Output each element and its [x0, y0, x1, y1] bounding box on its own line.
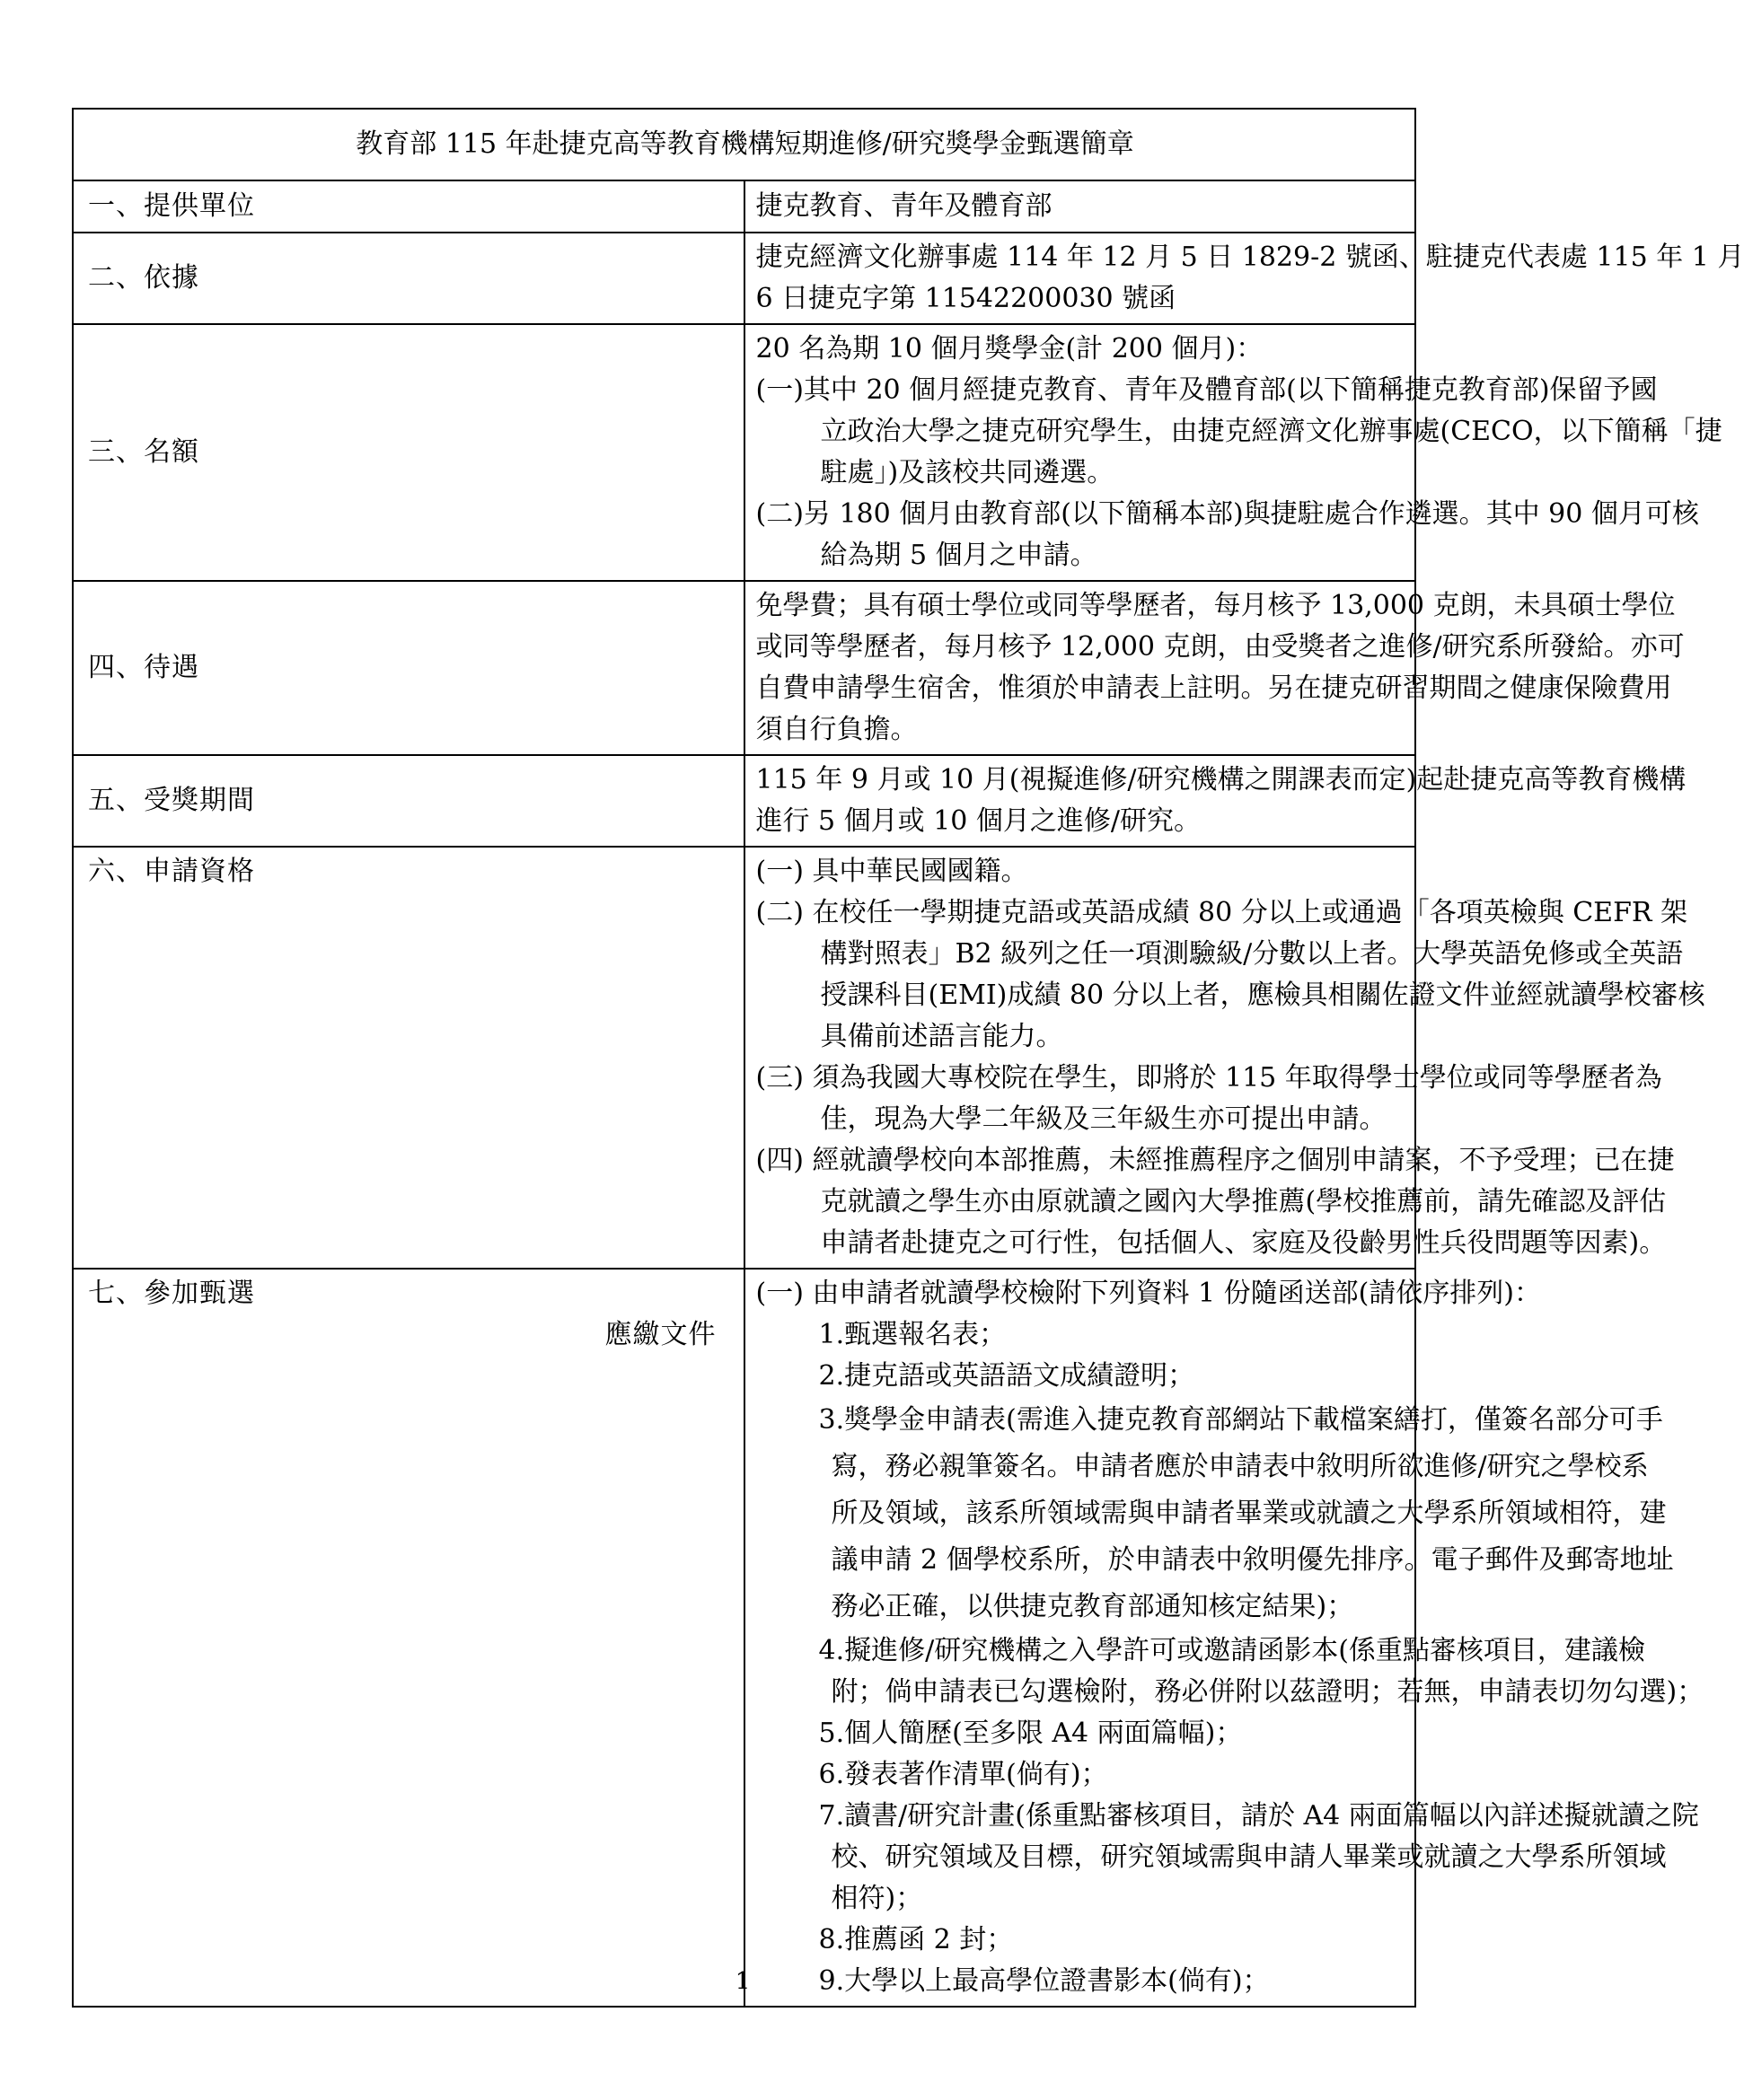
document-item-9: 9.大學以上最高學位證書影本(倘有)； [818, 1965, 1270, 1997]
section-label-basis: 二、依據 [73, 233, 744, 324]
document-item-7-line: 7.讀書/研究計畫(係重點審核項目，請於 A4 兩面篇幅以內詳述擬就讀之院 [818, 1800, 1699, 1832]
document-item-3-line: 議申請 2 個學校系所，於申請表中敘明優先排序。電子郵件及郵寄地址 [831, 1544, 1674, 1576]
document-title: 教育部 115 年赴捷克高等教育機構短期進修/研究獎學金甄選簡章 [73, 109, 1415, 180]
document-item-3-line: 所及領域，該系所領域需與申請者畢業或就讀之大學系所領域相符，建 [831, 1498, 1667, 1529]
section-row-basis [73, 233, 1415, 324]
section-label-documents [73, 1269, 744, 2007]
section-content-eligibility [744, 847, 1705, 1269]
section-content-quota [744, 324, 1722, 581]
eligibility-item-3-line: 佳，現為大學二年級及三年級生亦可提出申請。 [820, 1103, 1387, 1135]
quota-item-2-line: 給為期 5 個月之申請。 [820, 540, 1097, 571]
text-line: 捷克經濟文化辦事處 114 年 12 月 5 日 1829-2 號函、駐捷克代表處 115 年 1 月 [755, 242, 1744, 273]
document-item-7-line: 相符)； [831, 1883, 923, 1914]
section-content-documents [744, 1269, 1704, 2007]
text-line: 免學費；具有碩士學位或同等學歷者，每月核予 13,000 克朗，未具碩士學位 [755, 590, 1676, 621]
section-label-benefits: 四、待遇 [73, 581, 744, 755]
text-line: 進行 5 個月或 10 個月之進修/研究。 [755, 805, 1202, 837]
document-item-6: 6.發表著作清單(倘有)； [818, 1759, 1108, 1790]
eligibility-item-3-line: (三) 須為我國大專校院在學生，即將於 115 年取得學士學位或同等學歷者為 [755, 1062, 1662, 1094]
section-row-benefits [73, 581, 1415, 755]
section-content-period [744, 755, 1687, 847]
quota-item-2-line: (二)另 180 個月由教育部(以下簡稱本部)與捷駐處合作遴選。其中 90 個月可核 [755, 498, 1699, 530]
documents-label-line-1: 七、參加甄選 [88, 1278, 255, 1309]
page-number: 1 [735, 1968, 751, 1995]
text-line: 須自行負擔。 [755, 714, 918, 745]
document-item-3-line: 3.獎學金申請表(需進入捷克教育部網站下載檔案繕打，僅簽名部分可手 [818, 1404, 1663, 1436]
text-line: 自費申請學生宿舍，惟須於申請表上註明。另在捷克研習期間之健康保險費用 [755, 672, 1672, 704]
document-item-3-line: 務必正確，以供捷克教育部通知核定結果)； [831, 1591, 1354, 1622]
section-label-provider: 一、提供單位 [73, 180, 744, 233]
section-row-eligibility [73, 847, 1415, 1269]
text-line: 6 日捷克字第 11542200030 號函 [755, 283, 1176, 314]
eligibility-item-4-line: 克就讀之學生亦由原就讀之國內大學推薦(學校推薦前，請先確認及評估 [820, 1186, 1667, 1217]
section-row-period [73, 755, 1415, 847]
documents-label-line-2: 應繳文件 [604, 1319, 717, 1350]
document-item-2: 2.捷克語或英語語文成績證明； [818, 1360, 1195, 1392]
quota-item-1-line: 立政治大學之捷克研究學生，由捷克經濟文化辦事處(CECO，以下簡稱「捷 [820, 416, 1722, 447]
section-content-benefits [744, 581, 1685, 755]
quota-item-1-line: 駐處」)及該校共同遴選。 [820, 457, 1114, 488]
eligibility-item-2-line: 授課科目(EMI)成績 80 分以上者，應檢具相關佐證文件並經就讀學校審核 [820, 980, 1705, 1011]
eligibility-item-4-line: (四) 經就讀學校向本部推薦，未經推薦程序之個別申請案，不予受理；已在捷 [755, 1145, 1675, 1176]
quota-item-1-line: (一)其中 20 個月經捷克教育、青年及體育部(以下簡稱捷克教育部)保留予國 [755, 374, 1658, 406]
eligibility-item-2-line: 構對照表」B2 級列之任一項測驗級/分數以上者。大學英語免修或全英語 [820, 938, 1684, 970]
quota-intro: 20 名為期 10 個月獎學金(計 200 個月)： [755, 333, 1264, 365]
text-line: 115 年 9 月或 10 月(視擬進修/研究機構之開課表而定)起赴捷克高等教育機構 [755, 764, 1687, 795]
documents-intro: (一) 由申請者就讀學校檢附下列資料 1 份隨函送部(請依序排列)： [755, 1278, 1542, 1309]
regulations-table [72, 108, 1744, 2008]
document-item-4-line: 4.擬進修/研究機構之入學許可或邀請函影本(係重點審核項目，建議檢 [818, 1635, 1645, 1666]
document-item-4-line: 附；倘申請表已勾選檢附，務必併附以茲證明；若無，申請表切勿勾選)； [831, 1676, 1704, 1708]
section-content-basis [744, 233, 1744, 324]
section-label-quota: 三、名額 [73, 324, 744, 581]
text-line: 捷克教育、青年及體育部 [755, 190, 1053, 222]
section-content-provider [744, 180, 1416, 233]
section-row-provider [73, 180, 1415, 233]
title-row [73, 109, 1415, 180]
section-row-documents [73, 1269, 1415, 2007]
document-item-8: 8.推薦函 2 封； [818, 1924, 1014, 1955]
eligibility-item-2-line: (二) 在校任一學期捷克語或英語成績 80 分以上或通過「各項英檢與 CEFR 架 [755, 897, 1688, 928]
document-item-7-line: 校、研究領域及目標，研究領域需與申請人畢業或就讀之大學系所領域 [831, 1841, 1667, 1873]
eligibility-item-2-line: 具備前述語言能力。 [820, 1021, 1063, 1052]
section-label-eligibility: 六、申請資格 [73, 847, 744, 1269]
eligibility-item-1: (一) 具中華民國國籍。 [755, 856, 1028, 887]
section-label-period: 五、受獎期間 [73, 755, 744, 847]
document-item-5: 5.個人簡歷(至多限 A4 兩面篇幅)； [818, 1718, 1243, 1749]
document-item-1: 1.甄選報名表； [818, 1319, 1007, 1350]
text-line: 或同等學歷者，每月核予 12,000 克朗，由受獎者之進修/研究系所發給。亦可 [755, 631, 1685, 663]
document-item-3-line: 寫，務必親筆簽名。申請者應於申請表中敘明所欲進修/研究之學校系 [831, 1451, 1649, 1482]
eligibility-item-4-line: 申請者赴捷克之可行性，包括個人、家庭及役齡男性兵役問題等因素)。 [820, 1227, 1667, 1259]
section-row-quota [73, 324, 1415, 581]
